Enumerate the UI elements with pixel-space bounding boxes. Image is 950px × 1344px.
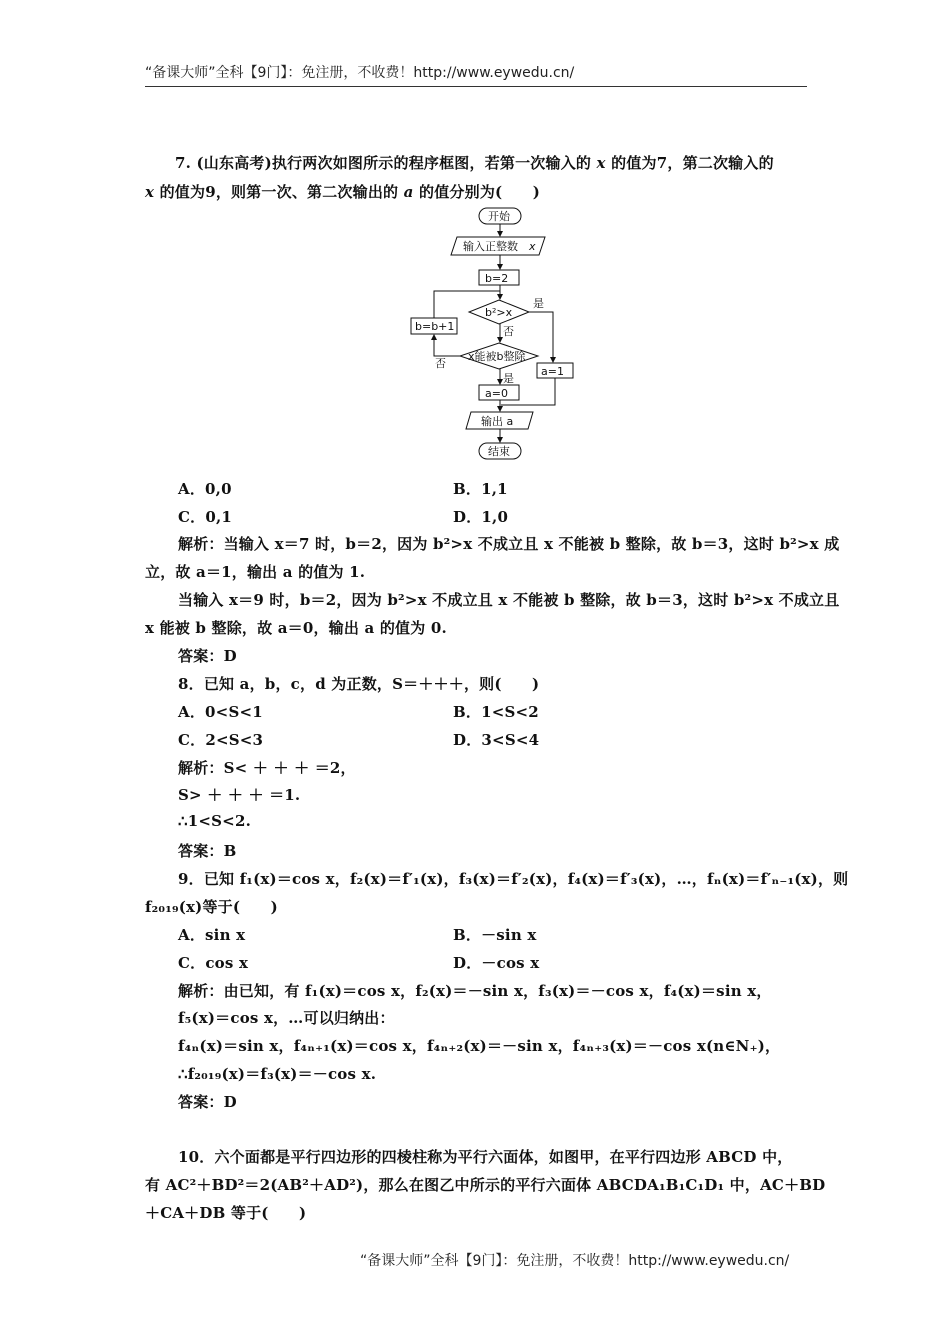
q7-option-d: D．1,0 [453,508,509,526]
q8-solution-line1: 解析：S< ＋ ＋ ＋ ＝2， [178,759,356,777]
q9-stem-line2: f₂₀₁₉(x)等于( ) [145,898,278,916]
q8-option-d: D．3<S<4 [453,731,540,749]
q10-stem-line1: 10．六个面都是平行四边形的四棱柱称为平行六面体，如图甲，在平行四边形 ABCD 中， [178,1148,793,1166]
svg-text:b=b+1: b=b+1 [415,320,455,333]
svg-text:开始: 开始 [488,210,510,223]
svg-text:是: 是 [533,297,544,310]
q9-solution-line3: f₄ₙ(x)＝sin x，f₄ₙ₊₁(x)＝cos x，f₄ₙ₊₂(x)＝－sin x，f₄ₙ₊₃(x)＝－cos x(n∈N₊)， [178,1037,781,1055]
header-divider [145,86,807,87]
q7-option-a: A．0,0 [178,480,232,498]
svg-text:b²>x: b²>x [485,306,513,319]
q8-solution-line2: S> ＋ ＋ ＋ ＝1. [178,786,301,804]
q7-solution-line1: 解析：当输入 x＝7 时，b＝2，因为 b²>x 不成立且 x 不能被 b 整除，故 b＝3，这时 b²>x 成 [178,535,840,553]
svg-text:输出 a: 输出 a [481,415,514,428]
q7-solution-line3: 当输入 x＝9 时，b＝2，因为 b²>x 不成立且 x 不能被 b 整除，故 b＝3，这时 b²>x 不成立且 [178,591,840,609]
svg-text:否: 否 [503,325,514,338]
svg-text:a=0: a=0 [485,387,508,400]
svg-text:结束: 结束 [488,445,510,458]
q8-stem: 8．已知 a，b，c，d 为正数，S＝＋＋＋，则( ) [178,675,540,693]
q10-stem-line2: 有 AC²＋BD²＝2(AB²＋AD²)，那么在图乙中所示的平行六面体 ABCDA₁B₁C₁D₁ 中，AC＋BD [145,1176,826,1194]
svg-text:是: 是 [503,372,514,385]
q9-answer: 答案：D [178,1093,237,1111]
svg-text:a=1: a=1 [541,365,564,378]
page-header: “备课大师”全科【9门】：免注册，不收费！http://www.eywedu.cn/ [145,65,575,81]
flowchart [405,205,595,465]
q10-stem-line3: ＋CA＋DB 等于( ) [145,1204,307,1222]
q7-stem-line1: 7. (山东高考)执行两次如图所示的程序框图，若第一次输入的 x 的值为7，第二次输入的 [175,154,774,172]
q9-solution-line2: f₅(x)＝cos x，…可以归纳出： [178,1009,395,1027]
svg-text:x: x [529,240,536,253]
q9-solution-line4: ∴f₂₀₁₉(x)＝f₃(x)＝－cos x. [178,1065,377,1083]
q8-option-b: B．1<S<2 [453,703,539,721]
q9-solution-line1: 解析：由已知，有 f₁(x)＝cos x，f₂(x)＝－sin x，f₃(x)＝－cos x，f₄(x)＝sin x， [178,982,772,1000]
svg-text:b=2: b=2 [485,272,509,285]
page-footer: “备课大师”全科【9门】：免注册，不收费！http://www.eywedu.cn/ [360,1253,790,1269]
q8-option-c: C．2<S<3 [178,731,264,749]
q7-option-b: B．1,1 [453,480,508,498]
svg-text:x能被b整除: x能被b整除 [468,350,526,363]
q9-option-a: A．sin x [178,926,246,944]
q9-option-d: D．－cos x [453,954,540,972]
q7-solution-line4: x 能被 b 整除，故 a＝0，输出 a 的值为 0. [145,619,447,637]
q7-answer: 答案：D [178,647,237,665]
q9-stem-line1: 9．已知 f₁(x)＝cos x，f₂(x)＝f′₁(x)，f₃(x)＝f′₂(x)，f₄(x)＝f′₃(x)，…，fₙ(x)＝f′ₙ₋₁(x)，则 [178,870,849,888]
q8-answer: 答案：B [178,842,237,860]
svg-text:输入正整数: 输入正整数 [463,240,518,253]
q8-option-a: A．0<S<1 [178,703,263,721]
q9-option-c: C．cos x [178,954,249,972]
q7-solution-line2: 立，故 a＝1，输出 a 的值为 1. [145,563,366,581]
q8-solution-line3: ∴1<S<2. [178,812,252,830]
svg-text:否: 否 [435,357,446,370]
q7-stem-line2: x 的值为9，则第一次、第二次输出的 a 的值分别为( ) [145,183,541,201]
q9-option-b: B．－sin x [453,926,537,944]
q7-option-c: C．0,1 [178,508,233,526]
